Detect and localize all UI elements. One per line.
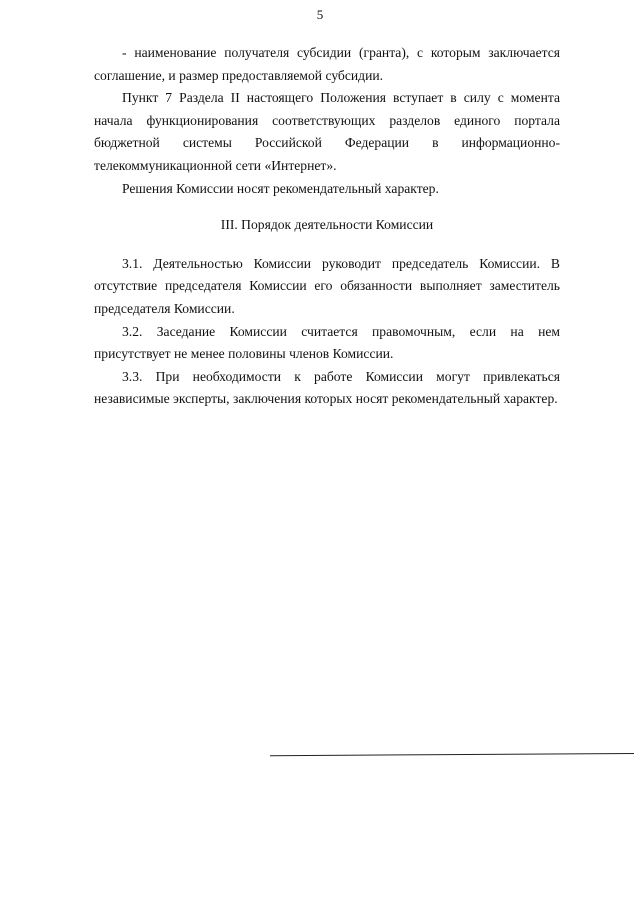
paragraph-3-3: 3.3. При необходимости к работе Комиссии могут привлекаться независимые эксперты, заключения которых носят рекомендательный характер. [94, 368, 560, 407]
paragraph-3-1: 3.1. Деятельностью Комиссии руководит председатель Комиссии. В отсутствие председателя Комиссии его обязанности выполняет заместитель председателя Комиссии. [94, 255, 560, 316]
paragraph-subsidy-recipient: - наименование получателя субсидии (гранта), с которым заключается соглашение, и размер предоставляемой субсидии. [94, 45, 560, 83]
page-number: 5 [316, 7, 324, 22]
paragraph-recommendation: Решения Комиссии носят рекомендательный характер. [122, 180, 439, 196]
signature-line [270, 753, 634, 756]
paragraph-effective-date: Пункт 7 Раздела II настоящего Положения вступает в силу с момента начала функционирования соответствующих разделов единого портала бюджетной системы Российской Федерации в информационно-телекоммуникационной сети «Интернет». [94, 90, 560, 173]
paragraph-3-2: 3.2. Заседание Комиссии считается правомочным, если на нем присутствует не менее половины членов Комиссии. [94, 323, 560, 362]
section-heading: III. Порядок деятельности Комиссии [220, 217, 434, 233]
document-body [94, 42, 560, 411]
